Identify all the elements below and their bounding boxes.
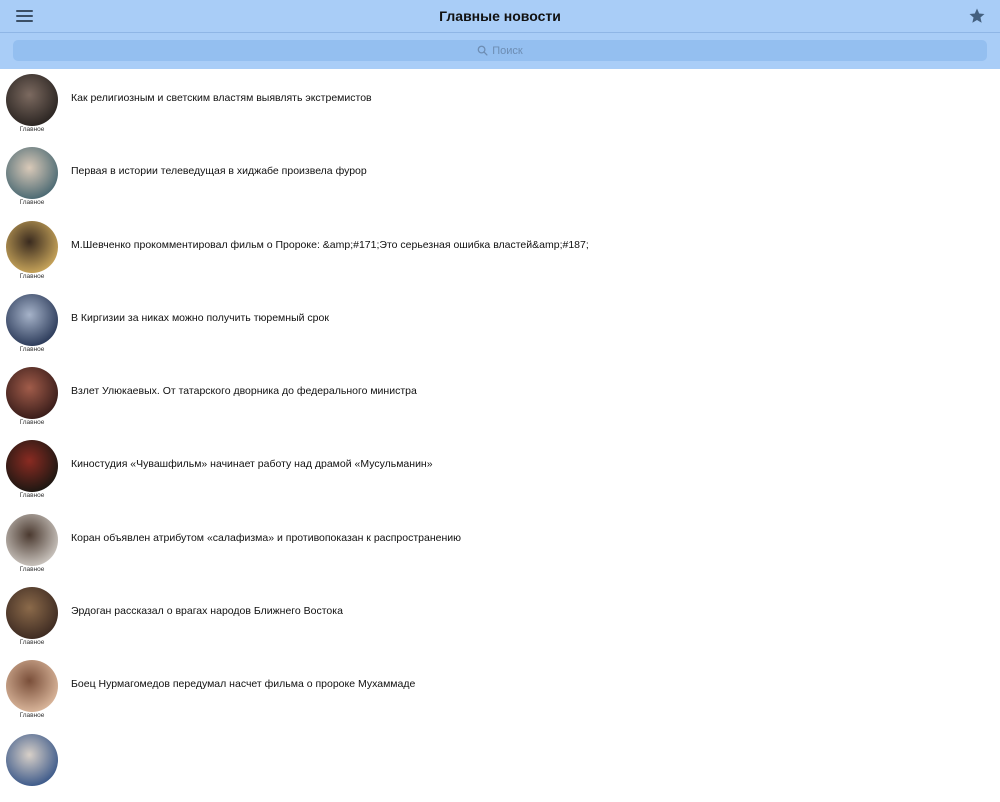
search-icon bbox=[477, 45, 488, 56]
search-input[interactable] bbox=[13, 40, 987, 61]
news-thumbnail bbox=[6, 367, 58, 419]
star-icon-shape bbox=[968, 7, 986, 25]
news-item[interactable] bbox=[0, 509, 1000, 582]
news-headline: М.Шевченко прокомментировал фильм о Пророке: &amp;#171;Это серьезная ошибка властей&amp;#187; bbox=[71, 238, 589, 251]
news-category: Главное bbox=[19, 272, 45, 280]
news-category: Главное bbox=[19, 419, 45, 427]
news-category: Главное bbox=[19, 712, 45, 720]
search-placeholder: Поиск bbox=[492, 44, 523, 57]
news-item[interactable] bbox=[0, 216, 1000, 289]
news-headline: Боец Нурмагомедов передумал насчет фильма о пророке Мухаммаде bbox=[71, 678, 416, 691]
news-thumbnail bbox=[6, 734, 58, 786]
news-item[interactable] bbox=[0, 435, 1000, 508]
news-category: Главное bbox=[19, 565, 45, 573]
news-category: Главное bbox=[19, 126, 45, 133]
news-headline: Как религиозным и светским властям выявлять экстремистов bbox=[71, 92, 372, 104]
search-bar bbox=[0, 33, 1000, 69]
news-thumbnail bbox=[6, 147, 58, 199]
news-category: Главное bbox=[19, 345, 45, 353]
navigation-bar bbox=[0, 0, 1000, 33]
news-item[interactable] bbox=[0, 142, 1000, 215]
news-headline: Взлет Улюкаевых. От татарского дворника до федерального министра bbox=[71, 385, 417, 398]
news-thumbnail bbox=[6, 74, 58, 126]
news-headline: Коран объявлен атрибутом «салафизма» и противопоказан к распространению bbox=[71, 531, 462, 544]
news-thumbnail bbox=[6, 660, 58, 712]
news-list bbox=[0, 69, 1000, 802]
news-item[interactable] bbox=[0, 582, 1000, 655]
news-item[interactable] bbox=[0, 362, 1000, 435]
news-thumbnail bbox=[6, 587, 58, 639]
news-item[interactable] bbox=[0, 69, 1000, 142]
news-headline: Эрдоган рассказал о врагах народов Ближнего Востока bbox=[71, 605, 343, 618]
page-title: Главные новости bbox=[439, 8, 561, 24]
news-thumbnail bbox=[6, 514, 58, 566]
news-headline: В Киргизии за никах можно получить тюремный срок bbox=[71, 311, 329, 324]
news-category: Главное bbox=[19, 492, 45, 500]
news-item[interactable] bbox=[0, 729, 1000, 802]
news-item[interactable] bbox=[0, 289, 1000, 362]
news-headline: Первая в истории телеведущая в хиджабе произвела фурор bbox=[71, 165, 367, 178]
news-headline: Киностудия «Чувашфильм» начинает работу над драмой «Мусульманин» bbox=[71, 458, 433, 471]
star-icon[interactable] bbox=[968, 7, 986, 25]
news-thumbnail bbox=[6, 294, 58, 346]
news-category: Главное bbox=[19, 199, 45, 207]
news-category: Главное bbox=[19, 639, 45, 647]
news-thumbnail bbox=[6, 440, 58, 492]
news-thumbnail bbox=[6, 221, 58, 273]
news-item[interactable] bbox=[0, 655, 1000, 728]
